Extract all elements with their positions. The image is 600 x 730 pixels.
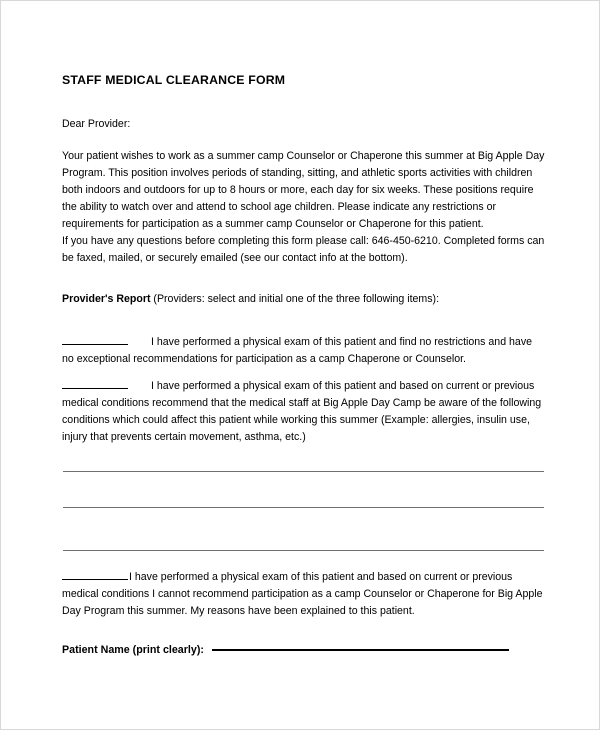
report-option-no-restrictions[interactable] <box>62 334 545 368</box>
patient-name-label: Patient Name (print clearly): <box>62 644 204 657</box>
patient-name-row <box>62 644 545 656</box>
contact-paragraph: If you have any questions before completing this form please call: 646-450-6210. Completed forms can be faxed, mailed, or securely emailed (see our contact info at the bottom). <box>62 235 545 265</box>
report-option-with-conditions[interactable] <box>62 378 545 446</box>
report-option-3-text: I have performed a physical exam of this patient and based on current or previous medical conditions I cannot recommend participation as a camp Counselor or Chaperone for Big Apple Day Program this summer. My reasons have been explained to this patient. <box>62 571 543 618</box>
conditions-write-line-1[interactable] <box>63 471 544 472</box>
intro-paragraph: Your patient wishes to work as a summer camp Counselor or Chaperone this summer at Big Apple Day Program. This position involves periods of standing, sitting, and athletic sports activities with children both indoors and outdoors for up to 8 hours or more, each day for six weeks. These positions require the ability to watch over and attend to school age children. Please indicate any restrictions or requirements for participation as a summer camp Counselor or Chaperone for this patient. <box>62 150 545 231</box>
salutation-line: Dear Provider: <box>62 118 131 130</box>
initial-blank-2[interactable] <box>62 379 128 389</box>
report-option-1-text: I have performed a physical exam of this patient and find no restrictions and have no exceptional recommendations for participation as a camp Chaperone or Counselor. <box>62 336 533 366</box>
providers-report-heading <box>62 291 439 308</box>
initial-blank-3[interactable] <box>62 570 128 580</box>
report-option-2-text: I have performed a physical exam of this patient and based on current or previous medical conditions recommend that the medical staff at Big Apple Day Camp be aware of the following conditions which could affect this patient while working this summer (Example: allergies, insulin use, injury that prevents certain movement, asthma, etc.) <box>62 380 542 444</box>
conditions-write-line-2[interactable] <box>63 507 544 508</box>
patient-name-input-line[interactable] <box>212 649 509 651</box>
initial-blank-1[interactable] <box>62 335 128 345</box>
providers-report-label: Provider's Report <box>62 293 151 305</box>
page-title: STAFF MEDICAL CLEARANCE FORM <box>62 73 286 87</box>
report-option-cannot-recommend[interactable] <box>62 569 545 620</box>
providers-report-instruction: (Providers: select and initial one of the three following items): <box>150 293 440 305</box>
conditions-write-line-3[interactable] <box>63 550 544 551</box>
